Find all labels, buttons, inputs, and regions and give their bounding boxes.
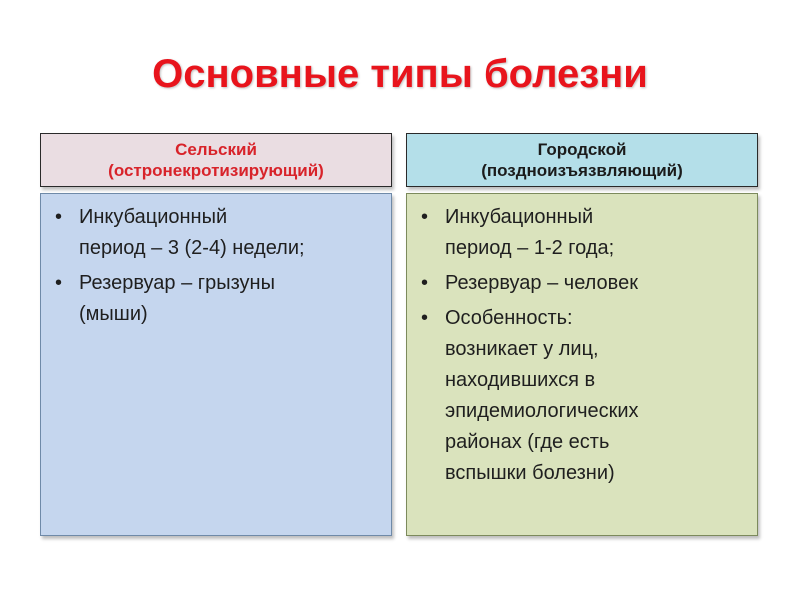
urban-type-subtitle: (поздноизъязвляющий) (481, 161, 683, 180)
rural-type-subtitle: (остронекротизирующий) (108, 161, 324, 180)
list-item-line: Резервуар – человек (445, 272, 638, 294)
list-item-line: Особенность: (445, 307, 573, 329)
list-item-line: (мыши) (79, 303, 148, 325)
list-item (53, 268, 381, 330)
rural-type-name: Сельский (175, 140, 257, 159)
bullet-icon: • (421, 272, 429, 294)
bullet-icon: • (55, 206, 63, 228)
bullet-icon: • (55, 272, 63, 294)
rural-type-column (40, 133, 392, 536)
list-item-line: районах (где есть (445, 431, 610, 453)
urban-type-header (406, 133, 758, 187)
urban-type-name: Городской (537, 140, 627, 159)
rural-type-list (53, 202, 381, 330)
list-item-line: период – 3 (2-4) недели; (79, 237, 305, 259)
urban-type-list (419, 202, 747, 489)
urban-type-body (406, 193, 758, 536)
bullet-icon: • (421, 206, 429, 228)
list-item-line: Резервуар – грызуны (79, 272, 275, 294)
rural-type-body (40, 193, 392, 536)
list-item-line: находившихся в (445, 369, 596, 391)
rural-type-header (40, 133, 392, 187)
slide-title: Основные типы болезни (152, 52, 648, 96)
list-item-line: Инкубационный (79, 206, 228, 228)
bullet-icon: • (421, 307, 429, 329)
list-item (419, 268, 747, 299)
list-item-line: вспышки болезни) (445, 462, 615, 484)
list-item (419, 303, 747, 489)
list-item (419, 202, 747, 264)
urban-type-column (406, 133, 758, 536)
list-item (53, 202, 381, 264)
list-item-line: период – 1-2 года; (445, 237, 615, 259)
list-item-line: возникает у лиц, (445, 338, 599, 360)
list-item-line: Инкубационный (445, 206, 594, 228)
list-item-line: эпидемиологических (445, 400, 639, 422)
